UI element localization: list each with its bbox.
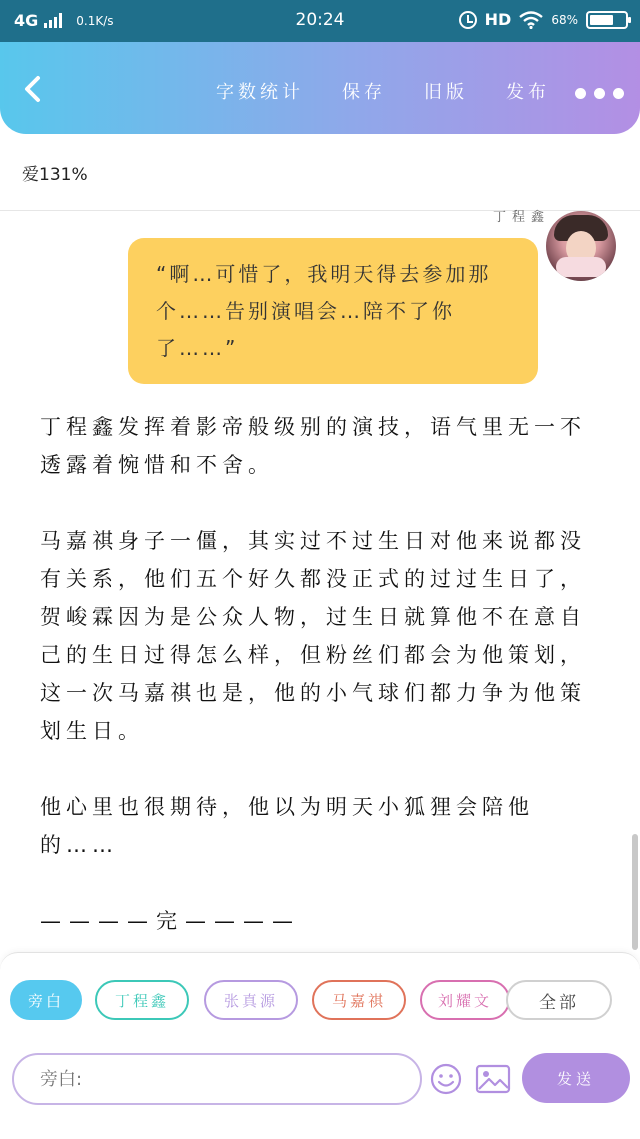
network-speed: 0.1K/s bbox=[76, 13, 114, 28]
story-paragraph[interactable]: 马嘉祺身子一僵，其实过不过生日对他来说都没有关系，他们五个好久都没正式的过过生日了，贺峻霖因为是公众人物，过生日就算他不在意自己的生日过得怎么样，但粉丝们都会为他策划，这一次马嘉祺也是，他的小气球们都力争为他策划生日。 bbox=[40, 529, 586, 743]
composer-row bbox=[0, 1053, 640, 1109]
role-chip-all[interactable]: 全部 bbox=[506, 980, 612, 1020]
emoji-icon[interactable] bbox=[430, 1063, 462, 1095]
header-menu bbox=[216, 78, 550, 104]
word-count-button[interactable]: 字数统计 bbox=[216, 82, 304, 103]
wifi-icon bbox=[519, 11, 543, 29]
status-right bbox=[459, 10, 628, 29]
role-chip-ding[interactable]: 丁程鑫 bbox=[95, 980, 189, 1020]
avatar[interactable] bbox=[546, 211, 616, 281]
hd-label: HD bbox=[484, 10, 512, 29]
network-type: 4G bbox=[14, 11, 39, 30]
story-ending[interactable]: ————完———— bbox=[40, 909, 301, 933]
story-paragraph[interactable]: 丁程鑫发挥着影帝般级别的演技，语气里无一不透露着惋惜和不舍。 bbox=[40, 415, 586, 477]
clock: 20:24 bbox=[295, 10, 345, 30]
chapter-meta: 爱131% bbox=[22, 165, 88, 185]
battery-fill bbox=[590, 15, 613, 25]
more-options-icon[interactable] bbox=[575, 88, 624, 99]
image-icon[interactable] bbox=[475, 1063, 511, 1095]
alarm-icon bbox=[459, 11, 477, 29]
composer-panel bbox=[0, 952, 640, 1139]
back-arrow-icon[interactable] bbox=[16, 72, 50, 106]
story-body bbox=[40, 408, 600, 940]
editor-header bbox=[0, 42, 640, 134]
role-chip-zhang[interactable]: 张真源 bbox=[204, 980, 298, 1020]
old-version-button[interactable]: 旧版 bbox=[424, 82, 468, 103]
role-chip-narration[interactable]: 旁白 bbox=[10, 980, 82, 1020]
publish-button[interactable]: 发布 bbox=[506, 82, 550, 103]
battery-icon bbox=[586, 11, 628, 29]
save-button[interactable]: 保存 bbox=[342, 82, 386, 103]
status-bar bbox=[0, 0, 640, 42]
dialogue-bubble[interactable]: “啊…可惜了，我明天得去参加那个……告别演唱会…陪不了你了……” bbox=[128, 238, 538, 384]
message-input[interactable] bbox=[12, 1053, 422, 1105]
speaker-name: 丁程鑫 bbox=[492, 210, 550, 225]
scrollbar[interactable] bbox=[632, 834, 638, 950]
role-chip-ma[interactable]: 马嘉祺 bbox=[312, 980, 406, 1020]
story-paragraph[interactable]: 他心里也很期待，他以为明天小狐狸会陪他的…… bbox=[40, 795, 534, 857]
send-button[interactable]: 发送 bbox=[522, 1053, 630, 1103]
role-chip-liu[interactable]: 刘耀文 bbox=[420, 980, 510, 1020]
battery-percent: 68% bbox=[551, 12, 578, 27]
